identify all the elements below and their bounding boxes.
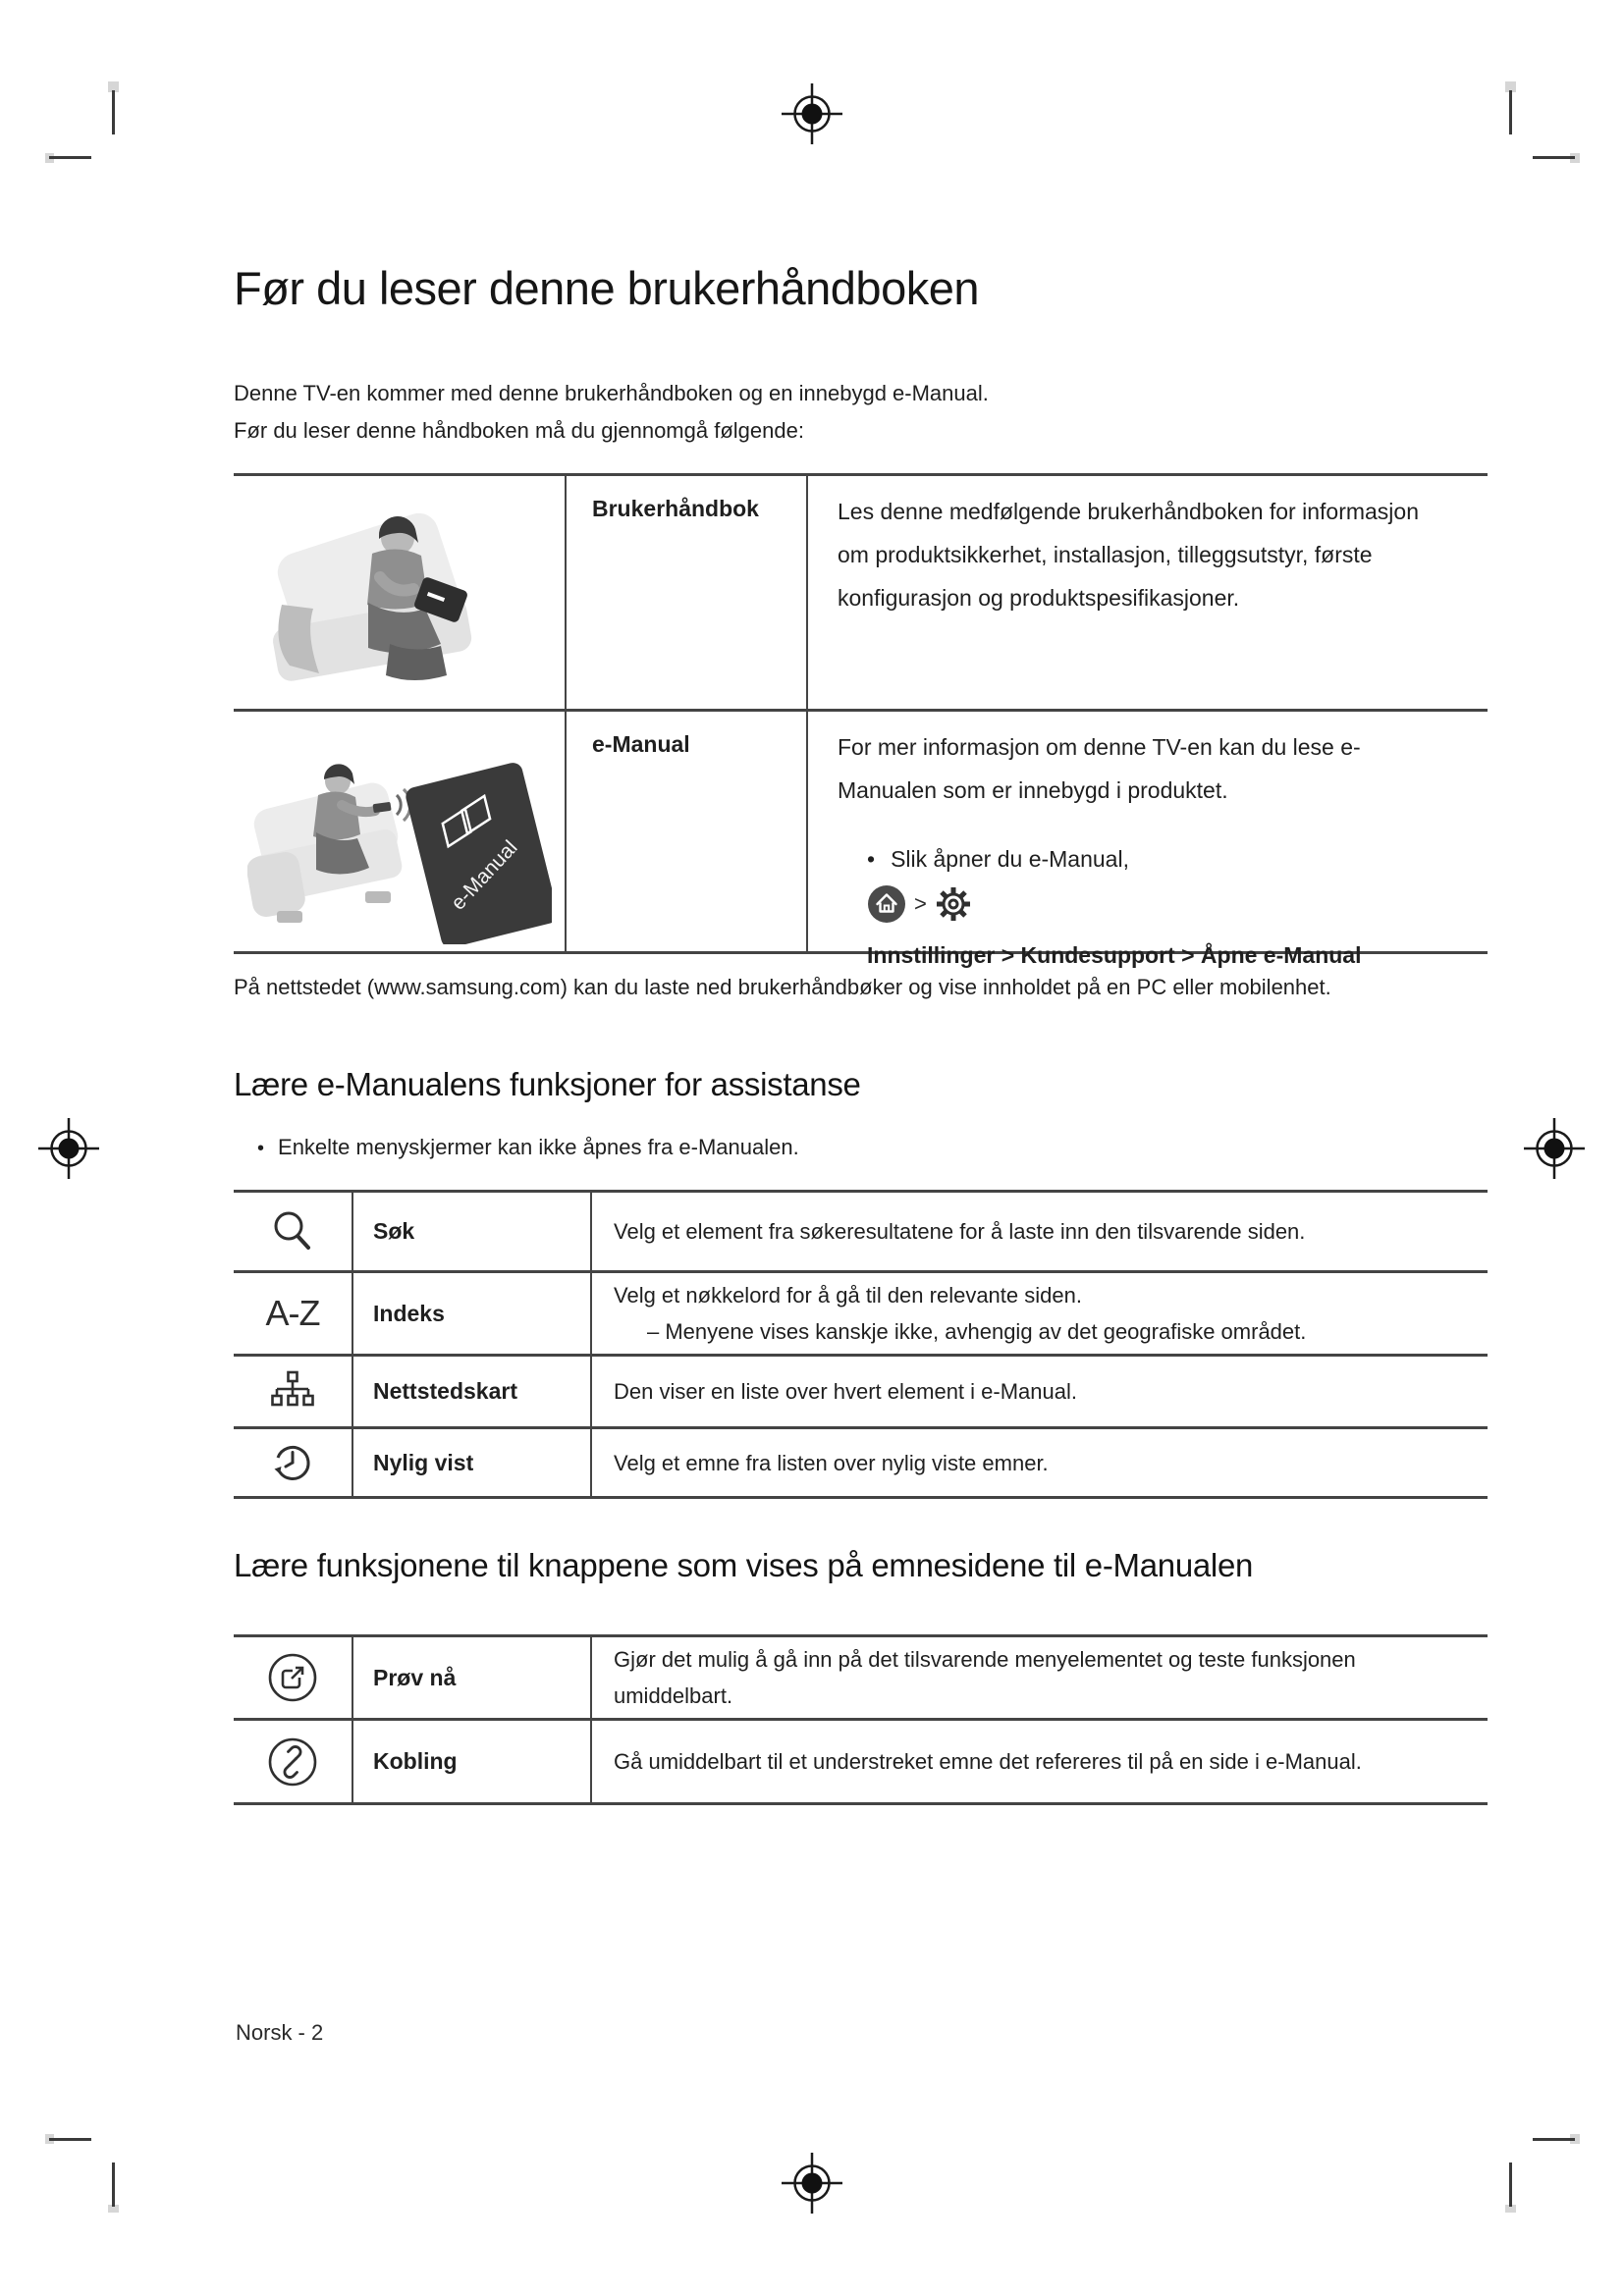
az-index-glyph: A-Z (265, 1293, 320, 1333)
page-footer: Norsk - 2 (236, 2020, 324, 2045)
feature-label: Nettstedskart (353, 1357, 592, 1426)
intro-line-2: Før du leser denne håndboken må du gjennomgå følgende: (234, 418, 804, 443)
feature-label: Indeks (353, 1273, 592, 1354)
trim-mark (49, 2138, 91, 2141)
link-icon (234, 1721, 353, 1802)
button-label: Prøv nå (353, 1637, 592, 1718)
table-row (234, 1718, 1488, 1802)
manual-description (808, 712, 1488, 968)
home-icon (867, 884, 906, 924)
feature-description: Velg et element fra søkeresultatene for å laste inn den tilsvarende siden. (614, 1219, 1306, 1244)
feature-description: Velg et emne fra listen over nylig viste emner. (614, 1450, 1049, 1475)
chevron-separator: > (914, 891, 927, 916)
trim-mark (112, 90, 115, 134)
try-now-icon (234, 1637, 353, 1718)
feature-description (592, 1273, 1488, 1354)
settings-gear-icon (935, 885, 972, 923)
manual-description: Les denne medfølgende brukerhåndboken for informasjon om produktsikkerhet, installasjon, tilleggsutstyr, første konfigurasjon og produktspesifikasjoner. (838, 499, 1419, 611)
website-note: På nettstedet (www.samsung.com) kan du laste ned brukerhåndbøker og vise innholdet på en PC eller mobilenhet. (234, 975, 1331, 999)
assist-bullet-note: • Enkelte menyskjermer kan ikke åpnes fra e-Manualen. (257, 1135, 799, 1160)
illustration-emanual-screen (234, 712, 567, 951)
table-row (234, 1193, 1488, 1270)
sitemap-icon (234, 1357, 353, 1426)
open-instruction-intro: • Slik åpner du e-Manual, (867, 837, 1448, 881)
feature-description-main: Velg et nøkkelord for å gå til den relevante siden. (614, 1283, 1082, 1308)
feature-description-note: – Menyene vises kanskje ikke, avhengig av det geografiske området. (647, 1319, 1307, 1344)
emanual-screen-text: e-Manual (446, 835, 522, 915)
illustration-reading-manual (234, 476, 567, 709)
trim-mark (112, 2163, 115, 2207)
section-heading-buttons: Lære funksjonene til knappene som vises på emnesidene til e-Manualen (234, 1547, 1254, 1583)
menu-path-text: Innstillinger > Kundesupport > Åpne e-Manual (867, 942, 1362, 968)
trim-mark (1533, 156, 1575, 159)
table-row (234, 1354, 1488, 1426)
table-row (234, 476, 1488, 709)
button-label: Kobling (353, 1721, 592, 1802)
manual-label: e-Manual (567, 712, 808, 951)
assist-features-table (234, 1190, 1488, 1499)
trim-mark (1509, 2163, 1512, 2207)
table-row (234, 1270, 1488, 1354)
search-icon (234, 1193, 353, 1270)
manuals-table (234, 473, 1488, 968)
az-index-icon (234, 1273, 353, 1354)
feature-label: Søk (353, 1193, 592, 1270)
recently-viewed-icon (234, 1429, 353, 1496)
trim-mark (1533, 2138, 1575, 2141)
emanual-open-instructions (838, 837, 1448, 977)
table-row (234, 1637, 1488, 1718)
emanual-description-text: For mer informasjon om denne TV-en kan du lese e-Manualen som er innebygd i produktet. (838, 734, 1361, 803)
intro-line-1: Denne TV-en kommer med denne brukerhåndboken og en innebygd e-Manual. (234, 381, 989, 405)
trim-mark (49, 156, 91, 159)
page-title: Før du leser denne brukerhåndboken (234, 262, 979, 314)
feature-description: Den viser en liste over hvert element i e-Manual. (614, 1379, 1077, 1404)
registration-mark-right (1523, 1117, 1586, 1180)
button-description: Gjør det mulig å gå inn på det tilsvarende menyelementet og teste funksjonen umiddelbart. (614, 1647, 1356, 1708)
table-row (234, 1426, 1488, 1496)
menu-path (867, 882, 1448, 977)
registration-mark-top (781, 82, 843, 145)
manual-label: Brukerhåndbok (567, 476, 808, 709)
feature-label: Nylig vist (353, 1429, 592, 1496)
section-heading-assist: Lære e-Manualens funksjoner for assistanse (234, 1066, 861, 1102)
registration-mark-left (37, 1117, 100, 1180)
intro-paragraph (234, 375, 989, 450)
button-description: Gå umiddelbart til et understreket emne det refereres til på en side i e-Manual. (614, 1749, 1362, 1774)
topic-buttons-table (234, 1634, 1488, 1805)
table-row (234, 709, 1488, 968)
trim-mark (1509, 90, 1512, 134)
registration-mark-bottom (781, 2152, 843, 2215)
